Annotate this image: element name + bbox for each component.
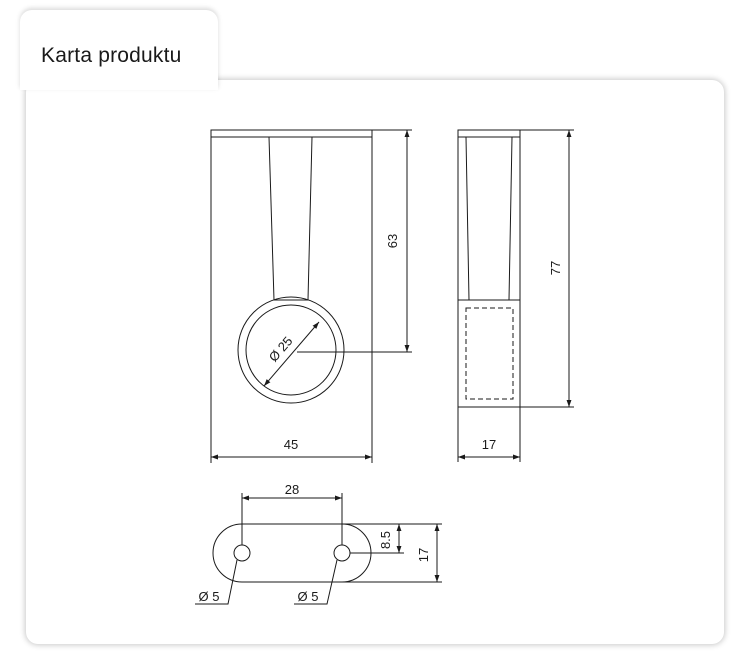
label-hole-right-diameter: Ø 5 [297,589,319,604]
base-slot-outline [213,524,371,582]
side-body [458,137,520,407]
label-ring-diameter: Ø 25 [265,333,296,365]
side-top-plate [458,130,520,137]
label-side-height: 77 [548,260,563,276]
label-base-half-height: 8.5 [378,530,393,550]
ring-inner [246,305,336,395]
front-stem [269,137,312,300]
front-top-plate [211,130,372,137]
page-title: Karta produktu [41,44,182,67]
base-view [195,493,442,604]
side-hidden-edge [466,308,513,399]
label-hole-spacing: 28 [284,482,300,497]
label-base-height: 17 [416,547,431,563]
side-stem [466,137,512,300]
front-view [211,130,412,463]
hole-right [334,545,350,561]
label-front-height: 63 [385,233,400,249]
side-view [458,130,574,462]
ring-outer [238,297,344,403]
label-front-width: 45 [283,437,299,452]
hole-left [234,545,250,561]
label-hole-left-diameter: Ø 5 [198,589,220,604]
label-side-width: 17 [481,437,497,452]
